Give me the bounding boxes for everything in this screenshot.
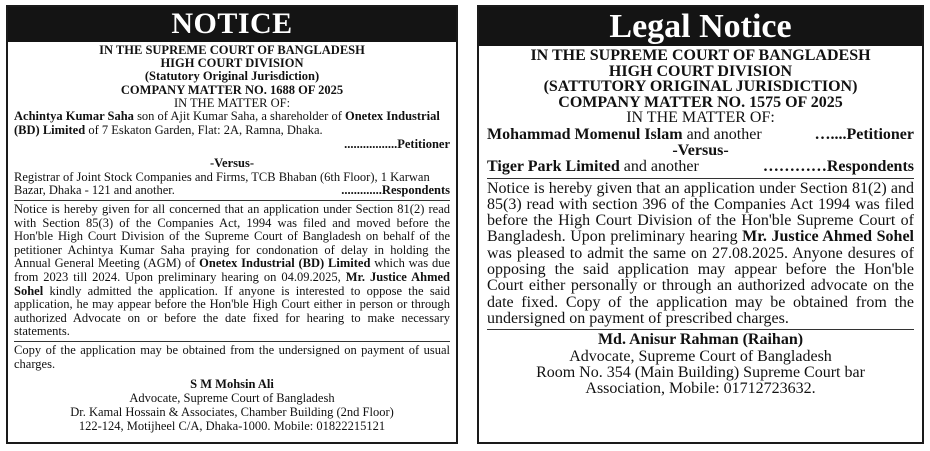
contact-line: 122-124, Motijheel C/A, Dhaka-1000. Mobile: 01822215121	[78, 419, 386, 434]
court-name: IN THE SUPREME COURT OF BANGLADESH	[530, 47, 871, 64]
respondent-line: Tiger Park Limited and another …………Respondents	[487, 158, 914, 176]
court-division: HIGH COURT DIVISION	[160, 56, 304, 71]
versus: -Versus-	[210, 156, 254, 171]
divider	[487, 178, 914, 179]
chamber-address: Dr. Kamal Hossain & Associates, Chamber Building (2nd Floor)	[70, 405, 394, 420]
justice-name: Mr. Justice Ahmed Sohel	[14, 269, 450, 298]
petitioner-block: Achintya Kumar Saha son of Ajit Kumar Saha, a shareholder of Onetex Industrial (BD) Limited of 7 Eskaton Garden, Flat: 2A, Ramna, Dhaka.	[14, 109, 440, 137]
versus: -Versus-	[672, 141, 729, 159]
petitioner-line: Mohammad Momenul Islam and another …....Petitioner	[487, 125, 914, 143]
notice-left	[6, 5, 458, 444]
advocate-title: Advocate, Supreme Court of Bangladesh	[129, 391, 335, 406]
petitioner-name: Mohammad Momenul Islam	[487, 125, 683, 143]
divider	[14, 341, 450, 342]
petitioner-label: …....Petitioner	[814, 125, 914, 143]
notice-right	[477, 5, 924, 444]
court-division: HIGH COURT DIVISION	[608, 62, 793, 80]
signature-block	[487, 332, 914, 398]
court-name: IN THE SUPREME COURT OF BANGLADESH	[99, 43, 365, 57]
jurisdiction: (Statutory Original Jurisdiction)	[144, 69, 320, 84]
justice-name: Mr. Justice Ahmed Sohel	[742, 228, 915, 246]
divider	[487, 329, 914, 330]
respondent-label: …………Respondents	[762, 158, 914, 176]
in-matter-of: IN THE MATTER OF:	[626, 109, 775, 127]
respondent-block: Registrar of Joint Stock Companies and Firms, TCB Bhaban (6th Floor), 1 Karwan Bazar, Dhaka - 121 and another.	[14, 169, 430, 198]
jurisdiction: (SATTUTORY ORIGINAL JURISDICTION)	[543, 78, 858, 96]
signature-block	[14, 377, 450, 433]
in-matter-of: IN THE MATTER OF:	[173, 95, 291, 110]
advocate-name: Md. Anisur Rahman (Raihan)	[597, 331, 804, 349]
divider	[14, 200, 450, 201]
notice-title: Legal Notice	[479, 7, 922, 46]
matter-number: COMPANY MATTER NO. 1688 OF 2025	[120, 82, 344, 97]
chamber-address: Room No. 354 (Main Building) Supreme Court bar	[536, 364, 865, 382]
notice-title: NOTICE	[8, 7, 456, 42]
company-name: Onetex Industrial (BD) Limited	[14, 109, 440, 137]
case-header	[487, 48, 914, 110]
advocate-title: Advocate, Supreme Court of Bangladesh	[569, 347, 832, 365]
respondent-name: Tiger Park Limited	[487, 158, 620, 176]
petitioner-label: .................Petitioner	[344, 136, 450, 151]
copy-paragraph: Copy of the application may be obtained from the undersigned on payment of usual charges.	[14, 342, 450, 371]
case-header	[14, 44, 450, 97]
notice-paragraph: Notice is hereby given for all concerned that an application under Section 81(2) read with Section 85(3) of the Companies Act, 1994 was filed and moved before the Hon'ble High Court Division of the Supreme Court of Bangladesh on behalf of the petitioner Achintya Kumar Saha praying for condonation of delay in holding the Annual General Meeting (AGM) of Onetex Industrial (BD) Limited which was due from 2023 till 2024. Upon preliminary hearing on 04.09.2025, Mr. Justice Ahmed Sohel kindly admitted the application. If anyone is interested to oppose the said application, he may appear before the Hon'ble High Court either in person or through authorized Advocate on or before the date fixed for hearing to make necessary statements.	[14, 201, 450, 339]
contact-line: Association, Mobile: 01712723632.	[585, 380, 816, 398]
respondent-label: .............Respondents	[341, 183, 450, 198]
advocate-name: S M Mohsin Ali	[190, 377, 274, 392]
notice-paragraph: Notice is hereby given that an application under Section 81(2) and 85(3) read with section 396 of the Companies Act 1994 was filed before the High Court Division of the Hon'ble Supreme Court of Bangladesh. Upon preliminary hearing Mr. Justice Ahmed Sohel was pleased to admit the same on 27.08.2025. Anyone desures of opposing the said application may appear before the Hon'ble Court either personally or through an authorized advocate on the date fixed. Copy of the application may be obtained from the undersigned on payment of prescribed charges.	[487, 179, 915, 327]
petitioner-name: Achintya Kumar Saha	[14, 109, 134, 124]
matter-number: COMPANY MATTER NO. 1575 OF 2025	[558, 93, 843, 111]
